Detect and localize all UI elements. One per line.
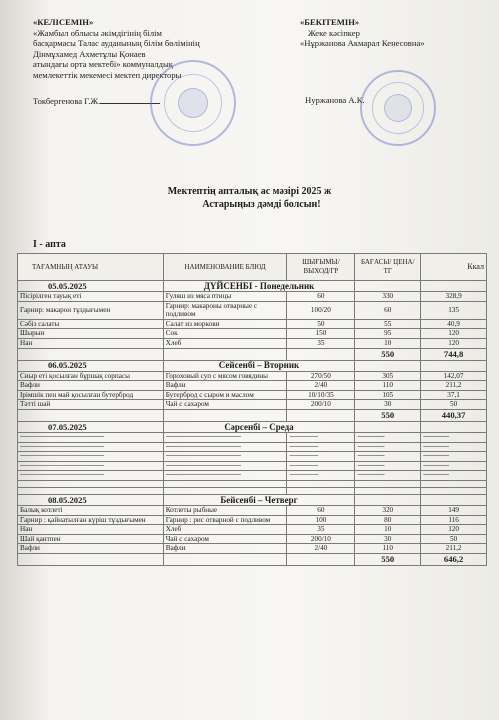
total-price: 550 [355,409,421,421]
table-row: -------------------------------------------------------- -------------------------------------------------- ------------------- ------------------ ----------------- [18,461,487,471]
total-row [18,348,487,360]
table-row [18,480,487,487]
day-name: Сейсенбі – Вторник [163,360,355,371]
day-header-row [18,360,487,371]
day-date: 05.05.2025 [18,281,164,292]
day-header-row [18,494,487,505]
day-name: Сәрсенбі – Среда [163,421,355,432]
day-header-row [18,421,487,432]
document-title: Мектептің апталық ас мәзірі 2025 ж [167,186,332,197]
week-label: I - апта [33,239,66,250]
document-subtitle: Астарыңыз дәмді болсын! [202,199,321,210]
total-price: 550 [355,553,421,565]
table-row: Шырын Сок 150 95 120 [18,329,487,339]
total-row [18,409,487,421]
approval-left-line: атындағы орта мектебі» коммуналдық [33,59,173,70]
table-row: Гарнир: макарон тұздығымен Гарнир: макароны отварные с подливом 100/20 60 135 [18,301,487,319]
day-name: Бейсенбі – Четверг [163,494,355,505]
column-header: ШЫҒЫМЫ/ ВЫХОД/ГР [287,254,355,281]
table-row: Вафли Вафли 2/40 110 211,2 [18,381,487,391]
column-header: Ккал [421,254,487,281]
approval-right-signer: Нуржанова А.К. [305,95,365,105]
approval-left-line: «Жамбыл облысы әкімдігінің білім [33,27,162,38]
day-name: ДҮЙСЕНБІ - Понедельник [163,281,355,292]
total-price: 550 [355,348,421,360]
table-row: -------------------------------------------------------- -------------------------------------------------- ------------------- ------------------ ----------------- [18,432,487,442]
menu-table [17,253,487,566]
table-row: -------------------------------------------------------- -------------------------------------------------- ------------------- ------------------ ----------------- [18,442,487,452]
approval-left-line: мемлекеттік мекемесі мектеп директоры [33,69,182,80]
approval-left-line: Дінмұхамед Ахметұлы Қонаев [33,48,146,59]
approval-left-signer: Токбергенова Г.Ж. [33,95,160,106]
entrepreneur-seal-icon [360,70,436,146]
table-row: Балық котлеті Котлеты рыбные 60 320 149 [18,505,487,515]
approval-right-line: «Нұржанова Акмарал Кенесовна» [300,38,425,49]
table-row: Ірімшік пен май қосылған бутерброд Бутерброд с сыром и маслом 10/10/35 105 37,1 [18,390,487,400]
day-date: 08.05.2025 [18,494,164,505]
day-date: 06.05.2025 [18,360,164,371]
table-header-row [18,254,487,281]
column-header: БАҒАСЫ/ ЦЕНА/ТГ [355,254,421,281]
column-header: НАИМЕНОВАНИЕ БЛЮД [163,254,287,281]
table-row: Гарнир : қайнатылған күріш тұздығымен Гарнир : рис отварной с подливом 100 80 116 [18,515,487,525]
approval-left-line: басқармасы Талас ауданының білім бөлімінің [33,38,200,49]
table-row: -------------------------------------------------------- -------------------------------------------------- ------------------- ------------------ ----------------- [18,471,487,481]
total-kcal: 744,8 [421,348,487,360]
approval-right-line: Жеке кәсіпкер [308,27,360,38]
school-seal-icon [150,60,236,146]
day-header-row [18,281,487,292]
approval-right [300,17,490,49]
table-row: Вафли Вафли 2/40 110 211,2 [18,544,487,554]
table-row: Нан Хлеб 35 10 120 [18,525,487,535]
table-row: Тәтті шай Чай с сахаром 200/10 30 50 [18,400,487,410]
table-row: Сиыр еті қосылған бұршақ сорпасы Гороховый суп с мясом говядины 270/50 305 142,07 [18,371,487,381]
approval-left-title: «КЕЛІСЕМІН» [33,17,94,27]
table-row: Нан Хлеб 35 10 120 [18,338,487,348]
total-row [18,553,487,565]
table-row: Пісірілген тауық еті Гуляш из мяса птицы 60 330 328,9 [18,292,487,302]
total-kcal: 646,2 [421,553,487,565]
day-date: 07.05.2025 [18,421,164,432]
total-kcal: 440,37 [421,409,487,421]
table-row [18,487,487,494]
table-row: -------------------------------------------------------- -------------------------------------------------- ------------------- ------------------ ----------------- [18,452,487,462]
approval-right-title: «БЕКІТЕМІН» [300,17,360,27]
table-row: Шай қантпен Чай с сахаром 200/10 30 50 [18,534,487,544]
column-header: ТАҒАМНЫҢ АТАУЫ [18,254,164,281]
table-row: Сәбіз салаты Салат из моркови 50 55 40,9 [18,319,487,329]
